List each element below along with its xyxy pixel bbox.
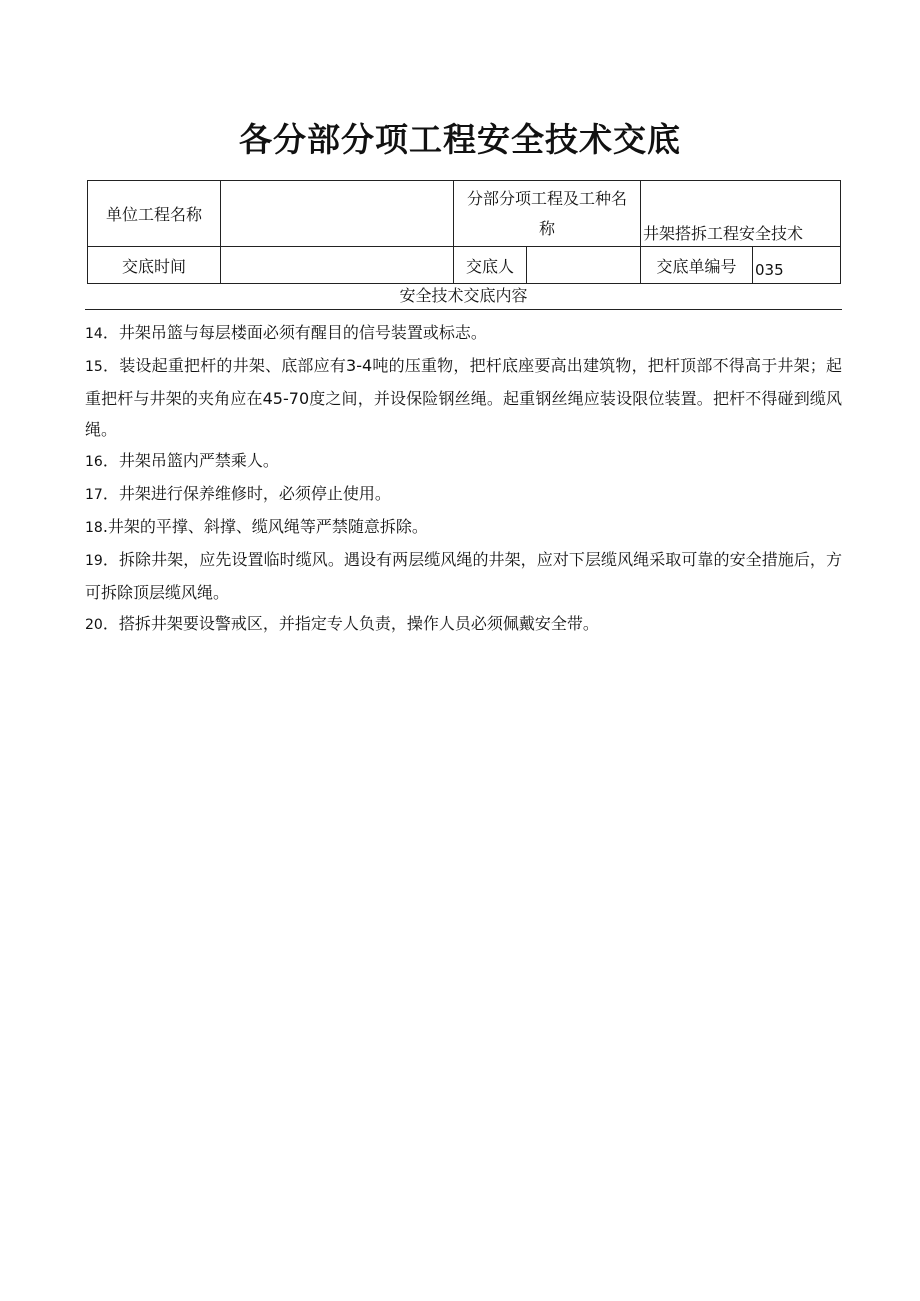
- part-name-label-line-2: 称: [539, 218, 556, 238]
- time-value: [221, 247, 454, 284]
- document-title: 各分部分项工程安全技术交底: [239, 120, 681, 159]
- person-label: 交底人: [454, 247, 527, 284]
- item-number: 18: [85, 520, 103, 536]
- list-item: [85, 478, 842, 511]
- info-row-2: [88, 247, 841, 284]
- item-text: ．拆除井架，应先设置临时缆风。遇设有两层缆风绳的井架，应对下层缆风绳采取可靠的安全措施后，方可拆除顶层缆风绳。: [85, 550, 842, 602]
- item-text: .井架的平撑、斜撑、缆风绳等严禁随意拆除。: [102, 517, 428, 536]
- part-name-label: [454, 181, 641, 247]
- item-number: 15: [85, 359, 103, 375]
- list-item: [85, 445, 842, 478]
- list-item: [85, 317, 842, 350]
- part-name-value: 井架搭拆工程安全技术: [641, 181, 841, 247]
- item-number: 16: [85, 454, 103, 470]
- item-number: 14: [85, 326, 103, 342]
- item-number: 17: [85, 487, 103, 503]
- unit-project-label: 单位工程名称: [88, 181, 221, 247]
- item-text: ．井架吊篮内严禁乘人。: [102, 451, 279, 470]
- item-text: ．井架吊篮与每层楼面必须有醒目的信号装置或标志。: [102, 323, 487, 342]
- list-item: [85, 608, 842, 641]
- section-title: 安全技术交底内容: [85, 285, 842, 310]
- item-number: 19: [85, 553, 103, 569]
- content-list: [85, 317, 842, 641]
- item-text: ．装设起重把杆的井架、底部应有3-4吨的压重物，把杆底座要高出建筑物，把杆顶部不得高于井架；起重把杆与井架的夹角应在45-70度之间，并设保险钢丝绳。起重钢丝绳应装设限位装置。把杆不得碰到缆风绳。: [85, 356, 842, 439]
- item-text: ．井架进行保养维修时，必须停止使用。: [102, 484, 391, 503]
- info-row-1: [88, 181, 841, 247]
- list-item: [85, 511, 842, 544]
- item-number: 20: [85, 617, 103, 633]
- info-table: [87, 180, 841, 284]
- item-text: ．搭拆井架要设警戒区，并指定专人负责，操作人员必须佩戴安全带。: [102, 614, 599, 633]
- unit-project-value: [221, 181, 454, 247]
- number-label: 交底单编号: [641, 247, 753, 284]
- person-value: [527, 247, 641, 284]
- number-value: 035: [753, 247, 841, 284]
- list-item: [85, 350, 842, 445]
- time-label: 交底时间: [88, 247, 221, 284]
- part-name-label-line-1: 分部分项工程及工种名: [467, 188, 628, 208]
- list-item: [85, 544, 842, 608]
